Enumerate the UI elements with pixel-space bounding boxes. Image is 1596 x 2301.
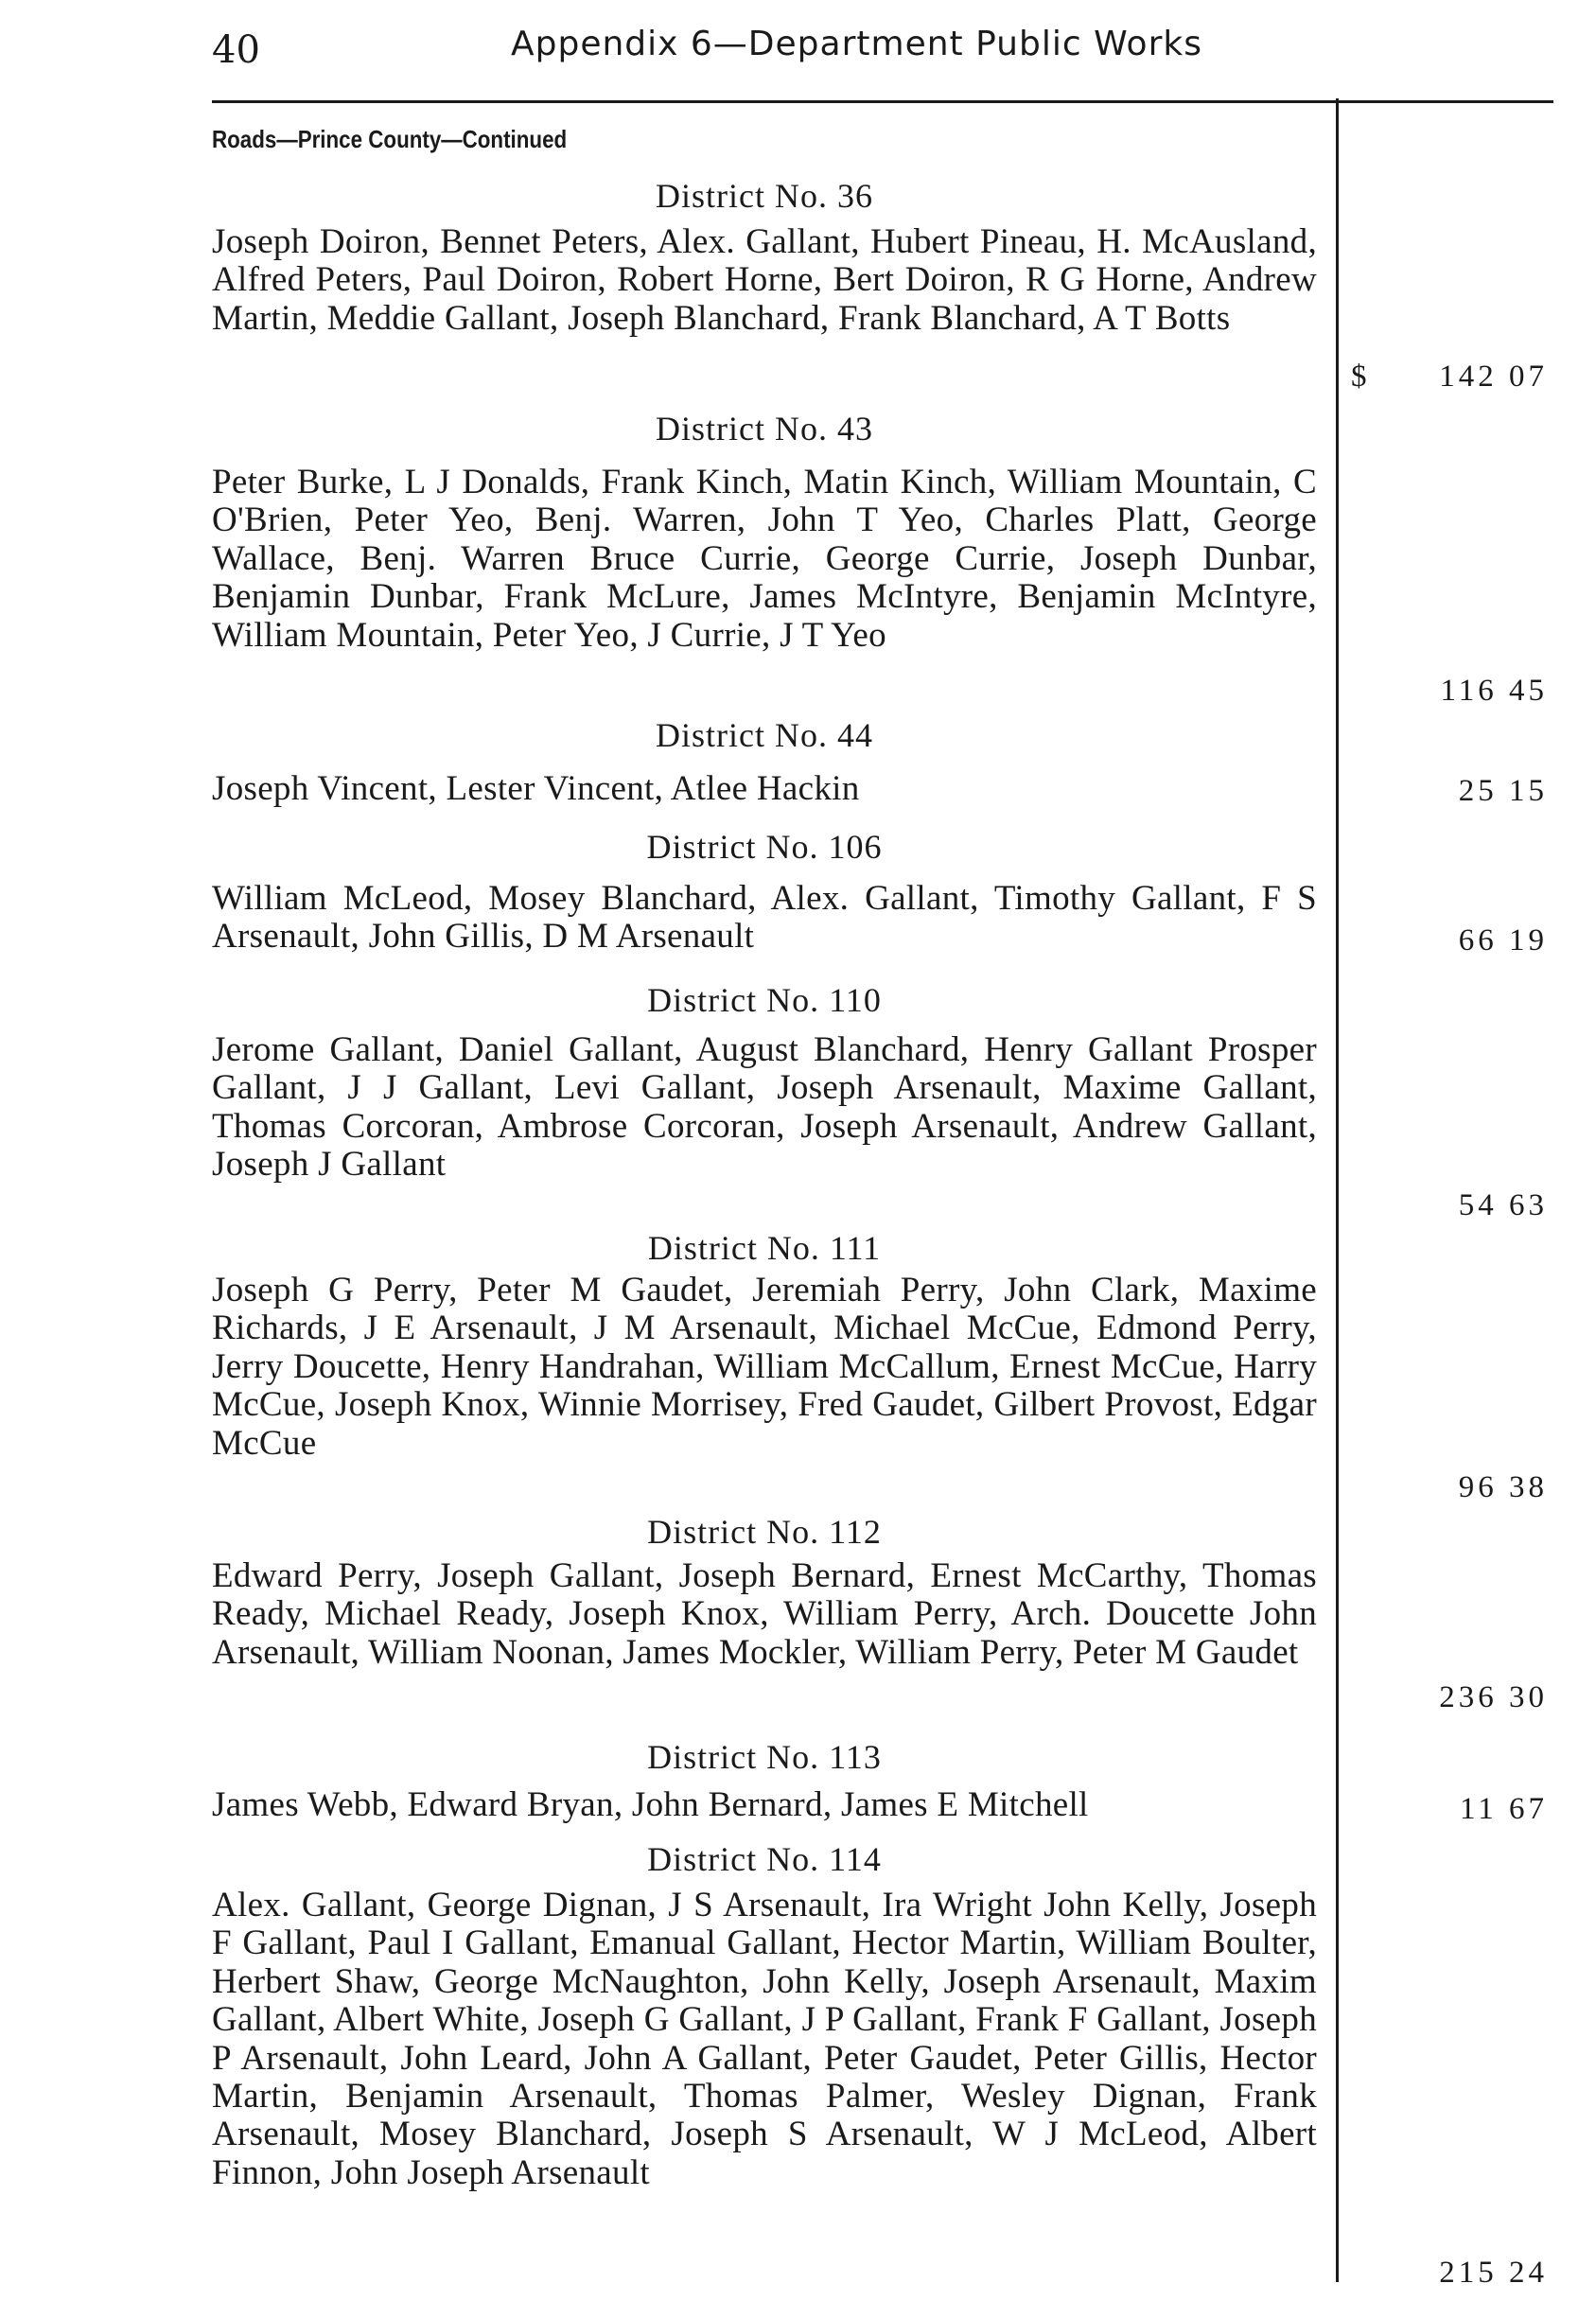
dollar-sign: $ <box>1351 360 1367 394</box>
amount-value: 116 45 <box>1440 674 1548 708</box>
district-title: District No. 111 <box>647 1229 882 1267</box>
amount-value: 236 30 <box>1439 1680 1548 1714</box>
amount-value: 25 15 <box>1458 774 1548 808</box>
amount-value: 11 67 <box>1459 1792 1548 1826</box>
district-names: Joseph Vincent, Lester Vincent, Atlee Hackin <box>212 769 860 808</box>
amount-value: 54 63 <box>1458 1188 1548 1222</box>
district-names: Joseph G Perry, Peter M Gaudet, Jeremiah Perry, John Clark, Maxime Richards, J E Arsenault, J M Arsenault, Michael McCue, Edmond Perry, Jerry Doucette, Henry Handrahan, William McCallum, Ernest McCue, Harry McCue, Joseph Knox, Winnie Morrisey, Fred Gaudet, Gilbert Provost, Edgar McCue <box>212 1271 1317 1463</box>
amount-value: 66 19 <box>1458 923 1548 957</box>
district-names: Joseph Doiron, Bennet Peters, Alex. Gallant, Hubert Pineau, H. McAusland, Alfred Peters, Paul Doiron, Robert Horne, Bert Doiron, R G Horne, Andrew Martin, Meddie Gallant, Joseph Blanchard, Frank Blanchard, A T Botts <box>212 222 1317 338</box>
district-names: Jerome Gallant, Daniel Gallant, August Blanchard, Henry Gallant Prosper Gallant, J J Gallant, Levi Gallant, Joseph Arsenault, Maxime Gallant, Thomas Corcoran, Ambrose Corcoran, Joseph Arsenault, Andrew Gallant, Joseph J Gallant <box>212 1030 1317 1185</box>
amount-column-rule <box>1336 98 1339 2282</box>
district-title: District No. 44 <box>656 716 873 754</box>
district-names: Edward Perry, Joseph Gallant, Joseph Bernard, Ernest McCarthy, Thomas Ready, Michael Ready, Joseph Knox, William Perry, Arch. Doucette John Arsenault, William Noonan, James Mockler, William Perry, Peter M Gaudet <box>212 1556 1317 1672</box>
district-names: James Webb, Edward Bryan, John Bernard, James E Mitchell <box>212 1785 1089 1824</box>
district-title: District No. 113 <box>647 1738 882 1776</box>
district-title: District No. 112 <box>647 1513 882 1551</box>
amount-value: 96 38 <box>1458 1470 1548 1504</box>
district-title: District No. 106 <box>646 828 883 866</box>
district-names: Alex. Gallant, George Dignan, J S Arsenault, Ira Wright John Kelly, Joseph F Gallant, Paul I Gallant, Emanual Gallant, Hector Martin, William Boulter, Herbert Shaw, George McNaughton, John Kelly, Joseph Arsenault, Maxim Gallant, Albert White, Joseph G Gallant, J P Gallant, Frank F Gallant, Joseph P Arsenault, John Leard, John A Gallant, Peter Gaudet, Peter Gillis, Hector Martin, Benjamin Arsenault, Thomas Palmer, Wesley Dignan, Frank Arsenault, Mosey Blanchard, Joseph S Arsenault, W J McLeod, Albert Finnon, John Joseph Arsenault <box>212 1886 1317 2192</box>
district-title: District No. 43 <box>656 410 873 448</box>
district-names: Peter Burke, L J Donalds, Frank Kinch, Matin Kinch, William Mountain, C O'Brien, Peter Yeo, Benj. Warren, John T Yeo, Charles Platt, George Wallace, Benj. Warren Bruce Currie, George Currie, Joseph Dunbar, Benjamin Dunbar, Frank McLure, James McIntyre, Benjamin McIntyre, William Mountain, Peter Yeo, J Currie, J T Yeo <box>212 463 1317 655</box>
page-title: Appendix 6—Department Public Works <box>511 25 1202 63</box>
section-header: Roads—Prince County—Continued <box>212 125 568 153</box>
header-rule <box>212 100 1553 103</box>
district-title: District No. 114 <box>647 1840 882 1878</box>
district-title: District No. 110 <box>647 981 882 1019</box>
district-names: William McLeod, Mosey Blanchard, Alex. Gallant, Timothy Gallant, F S Arsenault, John Gillis, D M Arsenault <box>212 879 1317 957</box>
page-number: 40 <box>212 28 260 72</box>
amount-value: 142 07 <box>1439 360 1548 394</box>
amount-value: 215 24 <box>1439 2256 1548 2290</box>
district-title: District No. 36 <box>656 177 873 215</box>
